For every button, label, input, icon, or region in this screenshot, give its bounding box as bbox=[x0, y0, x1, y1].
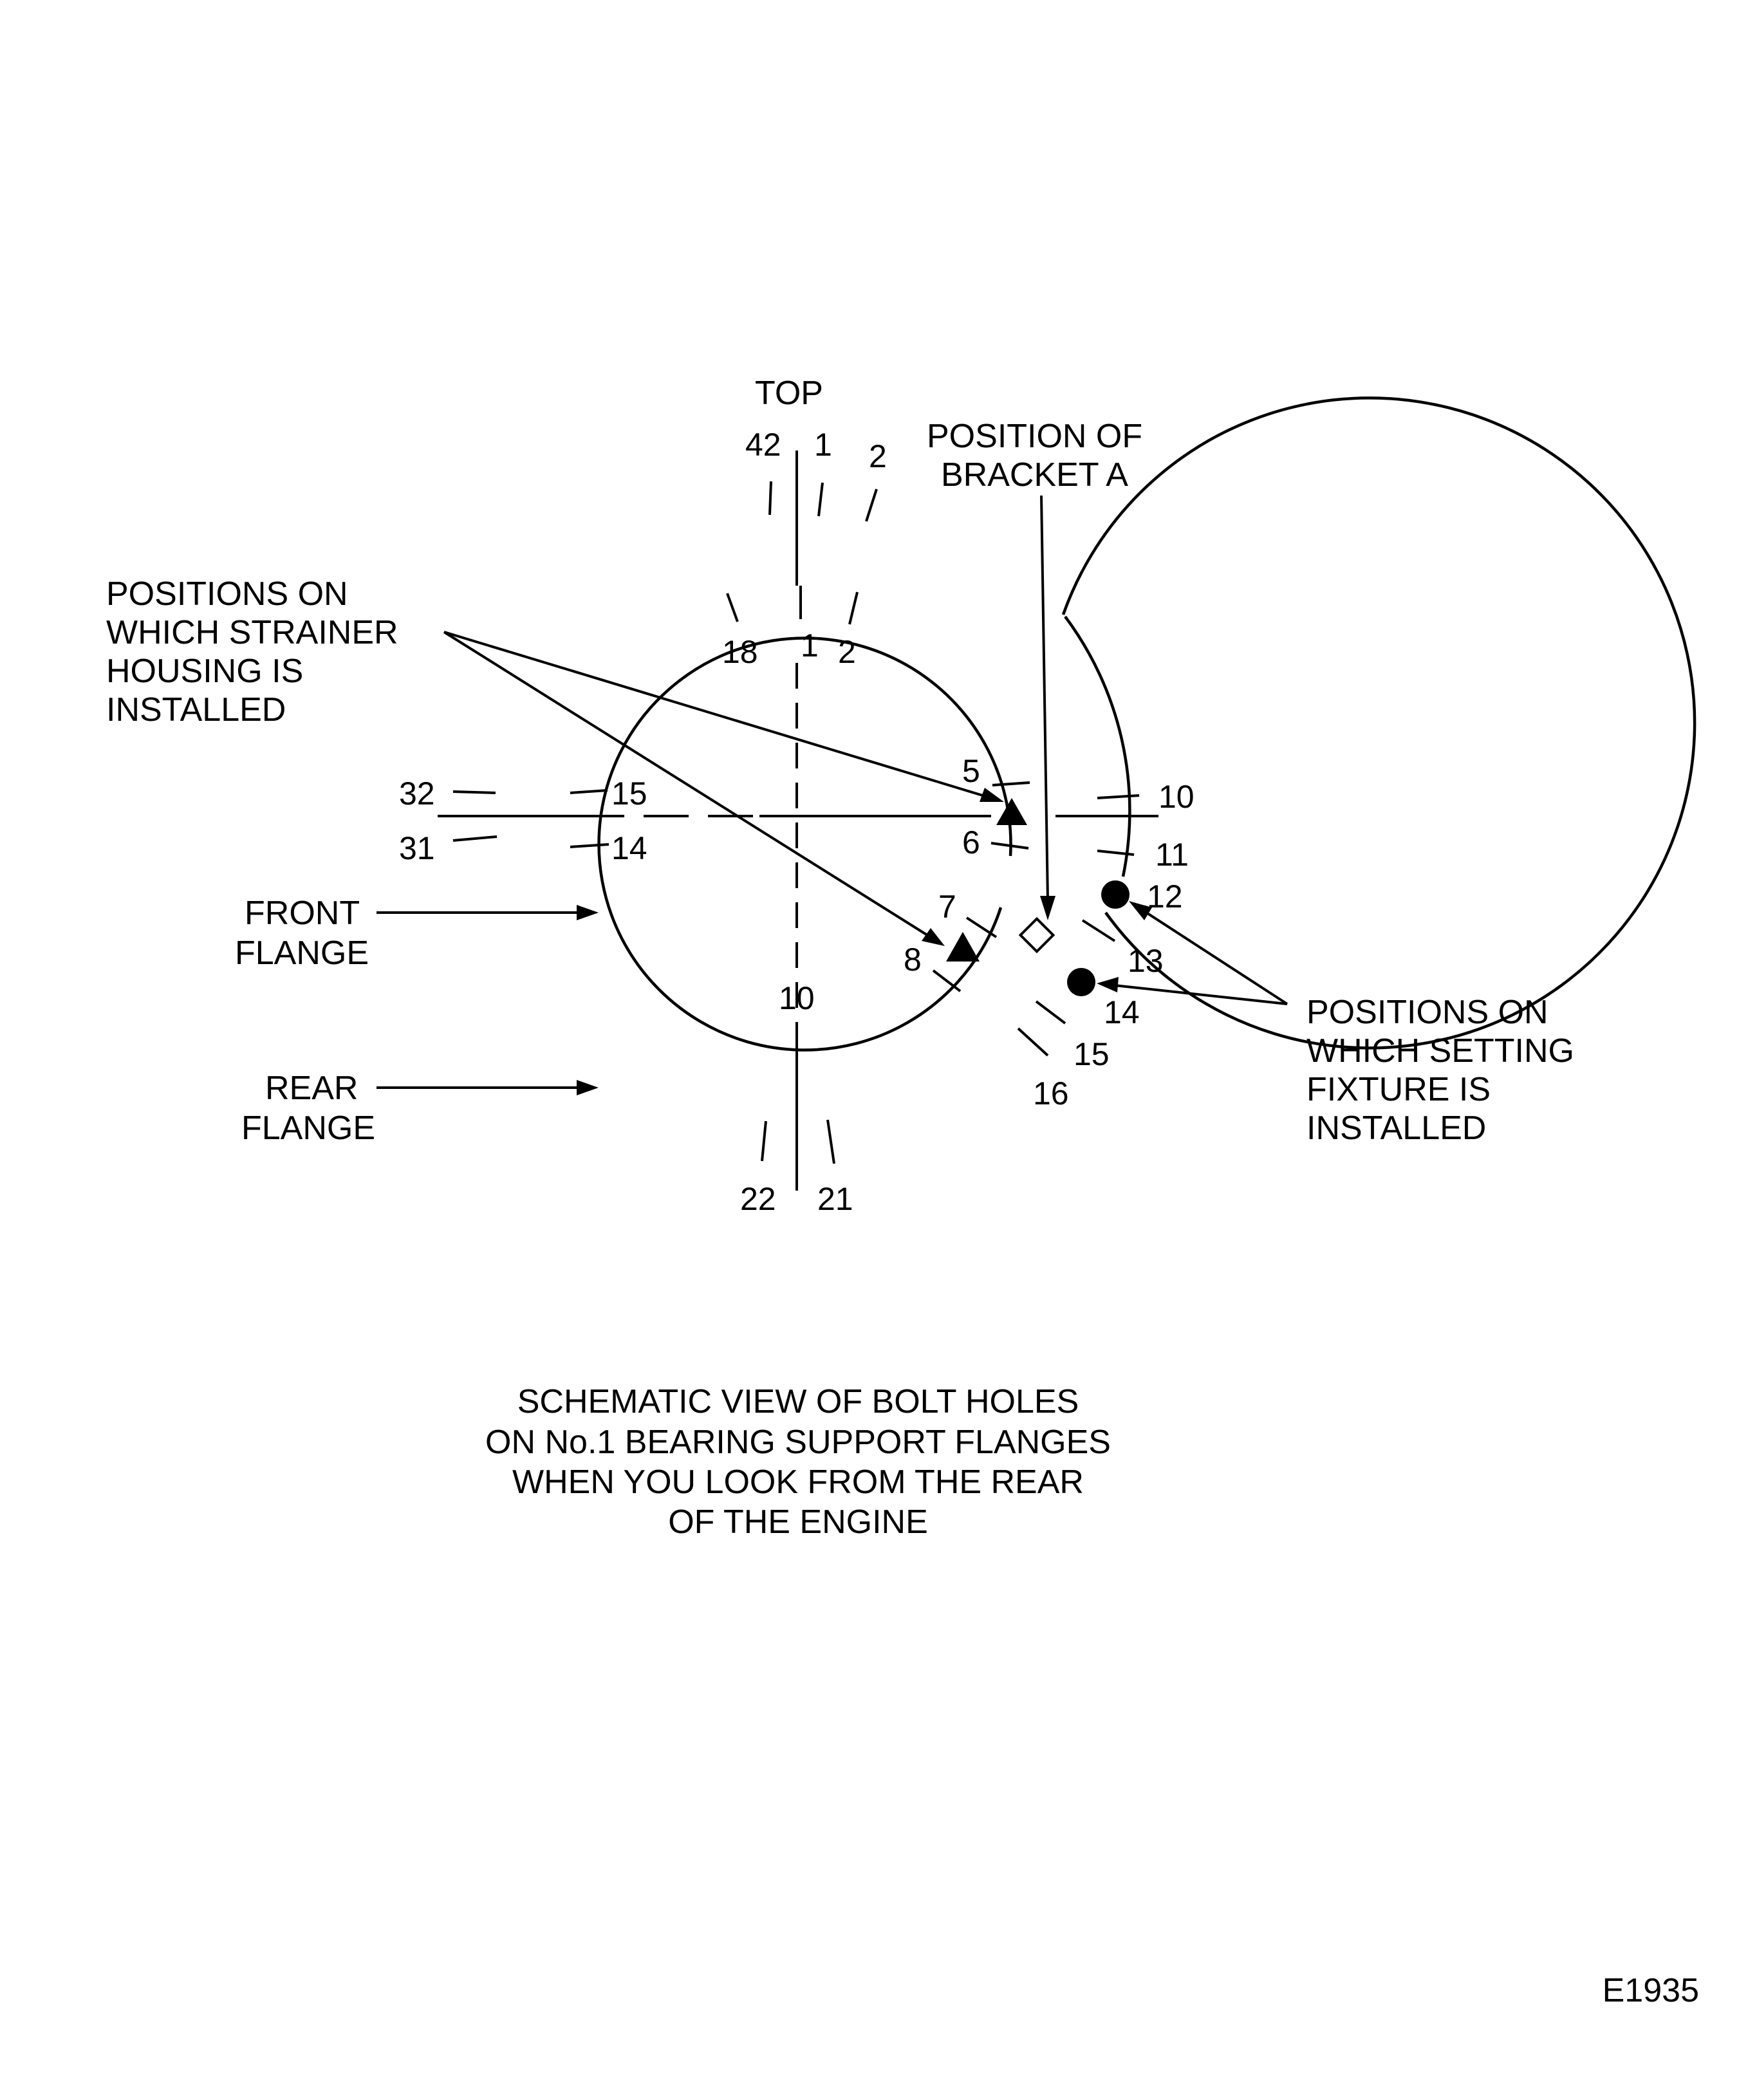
rear-tick-1 bbox=[819, 483, 823, 516]
front-hole-18-label: 18 bbox=[722, 634, 758, 670]
caption-line2: ON No.1 BEARING SUPPORT FLANGES bbox=[485, 1424, 1111, 1461]
strainer-leader-arrowhead-2 bbox=[922, 928, 945, 946]
bracket-label-line2: BRACKET A bbox=[941, 456, 1128, 494]
rear-tick-16 bbox=[1018, 1028, 1048, 1055]
front-tick-2 bbox=[850, 592, 857, 624]
rear-flange-arc-segment bbox=[1065, 617, 1130, 877]
figure-id: E1935 bbox=[1602, 1972, 1699, 2009]
rear-hole-14-label: 14 bbox=[1104, 994, 1140, 1030]
strainer-label-line3: HOUSING IS bbox=[106, 653, 304, 690]
front-flange-label-line2: FLANGE bbox=[235, 934, 369, 972]
fixture-label-line3: FIXTURE IS bbox=[1306, 1071, 1491, 1108]
rear-flange-leader-arrowhead bbox=[577, 1080, 599, 1095]
rear-tick-2 bbox=[866, 489, 877, 521]
caption-line3: WHEN YOU LOOK FROM THE REAR bbox=[512, 1463, 1084, 1501]
bracket-leader-arrowhead bbox=[1040, 896, 1055, 920]
rear-tick-15 bbox=[1036, 1001, 1065, 1023]
strainer-label-line1: POSITIONS ON bbox=[106, 575, 348, 613]
setting-fixture-dot-14 bbox=[1067, 968, 1095, 996]
strainer-label-line4: INSTALLED bbox=[106, 691, 286, 729]
fixture-leader-arrowhead-2 bbox=[1097, 977, 1119, 992]
strainer-triangle-marker-1 bbox=[996, 798, 1027, 825]
rear-hole-10-label: 10 bbox=[1158, 779, 1195, 815]
front-flange-leader-arrowhead bbox=[577, 905, 599, 920]
front-tick-18 bbox=[727, 593, 738, 622]
caption-line4: OF THE ENGINE bbox=[668, 1503, 928, 1541]
caption-line1: SCHEMATIC VIEW OF BOLT HOLES bbox=[517, 1383, 1079, 1420]
rear-hole-1-label: 1 bbox=[814, 427, 832, 463]
front-hole-5-label: 5 bbox=[962, 753, 980, 789]
bracket-leader-line bbox=[1041, 496, 1048, 901]
fixture-label-line1: POSITIONS ON bbox=[1306, 994, 1548, 1031]
rear-tick-31 bbox=[453, 837, 497, 841]
bracket-a-diamond-marker bbox=[1021, 919, 1054, 952]
setting-fixture-dot-12 bbox=[1101, 880, 1130, 909]
rear-flange-label-line2: FLANGE bbox=[241, 1110, 376, 1147]
fixture-label-line2: WHICH SETTING bbox=[1306, 1032, 1574, 1070]
bracket-label-line1: POSITION OF bbox=[927, 418, 1143, 455]
front-hole-10-label: 10 bbox=[779, 980, 815, 1016]
rear-hole-31-label: 31 bbox=[399, 830, 435, 866]
front-flange-label-line1: FRONT bbox=[245, 895, 360, 932]
front-hole-1-label: 1 bbox=[801, 627, 819, 664]
strainer-triangle-marker-2 bbox=[946, 932, 980, 962]
strainer-leader-arrowhead-1 bbox=[980, 788, 1004, 802]
strainer-label-line2: WHICH STRAINER bbox=[106, 614, 398, 651]
rear-hole-15-label: 15 bbox=[1074, 1036, 1110, 1072]
front-tick-15 bbox=[570, 790, 608, 793]
front-hole-2-label: 2 bbox=[838, 634, 856, 670]
fixture-label-line4: INSTALLED bbox=[1306, 1110, 1487, 1147]
rear-hole-2-label: 2 bbox=[869, 438, 887, 474]
rear-tick-10 bbox=[1097, 795, 1139, 798]
front-tick-8 bbox=[933, 971, 960, 991]
rear-hole-21-label: 21 bbox=[817, 1181, 853, 1217]
rear-hole-11-label: 11 bbox=[1155, 837, 1189, 873]
front-tick-14 bbox=[570, 844, 609, 847]
strainer-leader-line-2 bbox=[444, 632, 934, 940]
rear-tick-42 bbox=[770, 481, 771, 515]
rear-tick-32 bbox=[453, 792, 496, 793]
rear-flange-label-line1: REAR bbox=[265, 1070, 358, 1107]
front-hole-7-label: 7 bbox=[938, 889, 956, 925]
rear-tick-22 bbox=[762, 1121, 766, 1161]
top-label: TOP bbox=[755, 375, 823, 412]
rear-hole-12-label: 12 bbox=[1147, 878, 1183, 915]
rear-hole-42-label: 42 bbox=[745, 427, 781, 463]
rear-tick-13 bbox=[1083, 920, 1115, 941]
rear-hole-16-label: 16 bbox=[1033, 1075, 1069, 1111]
rear-tick-21 bbox=[828, 1120, 834, 1164]
rear-hole-22-label: 22 bbox=[740, 1181, 776, 1217]
rear-hole-13-label: 13 bbox=[1128, 943, 1164, 979]
front-hole-15-label: 15 bbox=[611, 776, 647, 812]
front-hole-14-label: 14 bbox=[611, 830, 647, 866]
front-hole-8-label: 8 bbox=[904, 942, 922, 978]
front-hole-6-label: 6 bbox=[962, 824, 980, 860]
rear-hole-32-label: 32 bbox=[399, 776, 435, 812]
front-tick-5 bbox=[992, 783, 1030, 785]
